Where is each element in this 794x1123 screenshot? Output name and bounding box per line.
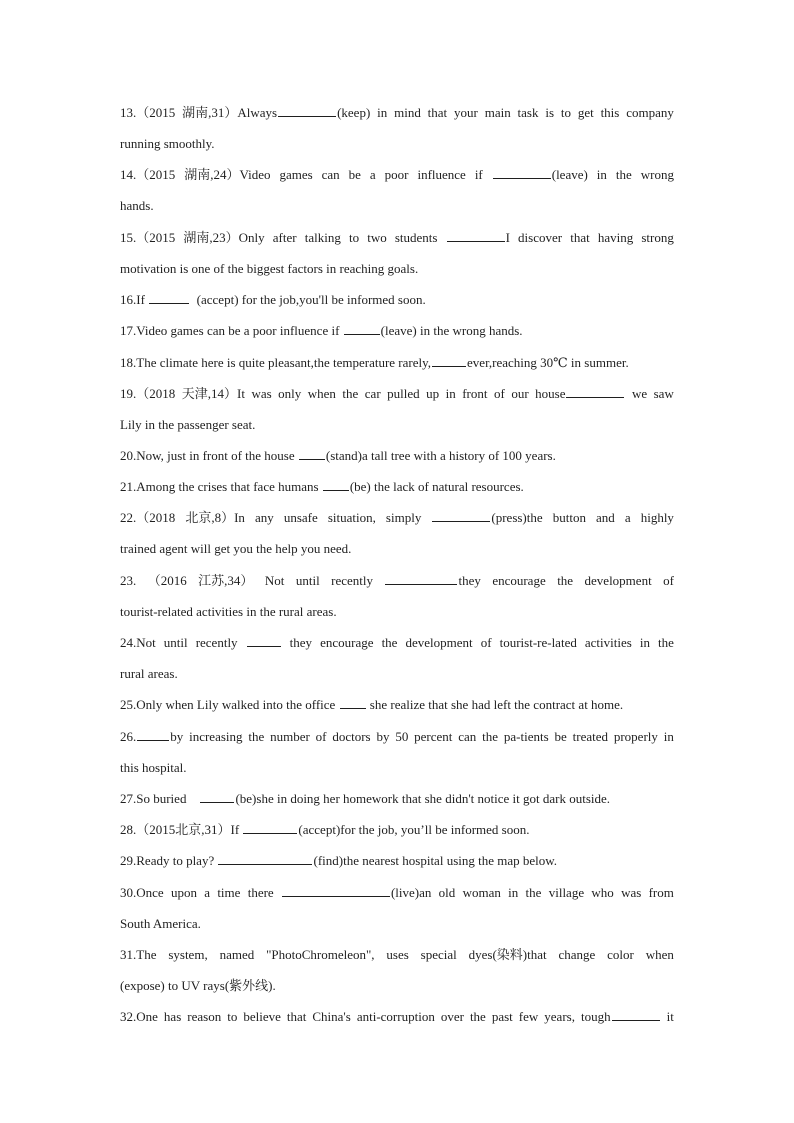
question-22-line-1: 22.（2018 北京,8）In any unsafe situation, simply (press)the button and a highly <box>120 510 674 525</box>
question-26-line-2: this hospital. <box>120 760 187 775</box>
question-19-line-1: 19.（2018 天津,14）It was only when the car pulled up in front of our house we saw <box>120 386 674 401</box>
answer-blank[interactable] <box>385 572 457 585</box>
question-20: 20.Now, just in front of the house (stand)a tall tree with a history of 100 years. <box>120 448 556 463</box>
question-32-line-1: 32.One has reason to believe that China's anti-corruption over the past few years, tough it <box>120 1009 674 1024</box>
answer-blank[interactable] <box>432 354 466 367</box>
question-21: 21.Among the crises that face humans (be) the lack of natural resources. <box>120 479 524 494</box>
answer-blank[interactable] <box>447 229 505 242</box>
answer-blank[interactable] <box>299 447 325 460</box>
question-13-line-2: running smoothly. <box>120 136 215 151</box>
answer-blank[interactable] <box>149 291 189 304</box>
question-27: 27.So buried (be)she in doing her homework that she didn't notice it got dark outside. <box>120 791 611 806</box>
question-14-line-1: 14.（2015 湖南,24）Video games can be a poor influence if (leave) in the wrong <box>120 167 674 182</box>
answer-blank[interactable] <box>432 509 490 522</box>
question-26-line-1: 26. by increasing the number of doctors by 50 percent can the pa-tients be treated properly in <box>120 729 674 744</box>
answer-blank[interactable] <box>137 728 169 741</box>
answer-blank[interactable] <box>493 166 551 179</box>
answer-blank[interactable] <box>218 852 312 865</box>
question-23-line-1: 23. （2016 江苏,34） Not until recently they encourage the development of <box>120 573 674 588</box>
question-23-line-2: tourist-related activities in the rural areas. <box>120 604 337 619</box>
answer-blank[interactable] <box>282 884 390 897</box>
question-22-line-2: trained agent will get you the help you need. <box>120 541 352 556</box>
question-24-line-2: rural areas. <box>120 666 178 681</box>
answer-blank[interactable] <box>278 104 336 117</box>
answer-blank[interactable] <box>247 634 281 647</box>
question-24-line-1: 24.Not until recently they encourage the development of tourist-re-lated activities in the <box>120 635 674 650</box>
question-14-line-2: hands. <box>120 198 154 213</box>
question-25: 25.Only when Lily walked into the office she realize that she had left the contract at home. <box>120 697 624 712</box>
question-30-line-2: South America. <box>120 916 201 931</box>
answer-blank[interactable] <box>323 478 349 491</box>
question-17: 17.Video games can be a poor influence if (leave) in the wrong hands. <box>120 323 523 338</box>
answer-blank[interactable] <box>340 696 366 709</box>
answer-blank[interactable] <box>243 821 297 834</box>
question-19-line-2: Lily in the passenger seat. <box>120 417 256 432</box>
question-28: 28.（2015北京,31）If (accept)for the job, you’ll be informed soon. <box>120 822 530 837</box>
question-13-line-1: 13.（2015 湖南,31）Always (keep) in mind that your main task is to get this company <box>120 105 674 120</box>
question-31-line-1: 31.The system, named "PhotoChromeleon", uses special dyes(染料)that change color when <box>120 947 674 962</box>
question-18: 18.The climate here is quite pleasant,the temperature rarely, ever,reaching 30℃ in summer. <box>120 355 629 370</box>
question-15-line-1: 15.（2015 湖南,23）Only after talking to two students I discover that having strong <box>120 230 674 245</box>
question-15-line-2: motivation is one of the biggest factors in reaching goals. <box>120 261 419 276</box>
answer-blank[interactable] <box>566 385 624 398</box>
answer-blank[interactable] <box>612 1008 660 1021</box>
question-29: 29.Ready to play? (find)the nearest hospital using the map below. <box>120 853 558 868</box>
question-30-line-1: 30.Once upon a time there (live)an old woman in the village who was from <box>120 885 674 900</box>
question-31-line-2: (expose) to UV rays(紫外线). <box>120 978 276 993</box>
question-16: 16.If (accept) for the job,you'll be informed soon. <box>120 292 426 307</box>
answer-blank[interactable] <box>344 322 380 335</box>
answer-blank[interactable] <box>200 790 234 803</box>
